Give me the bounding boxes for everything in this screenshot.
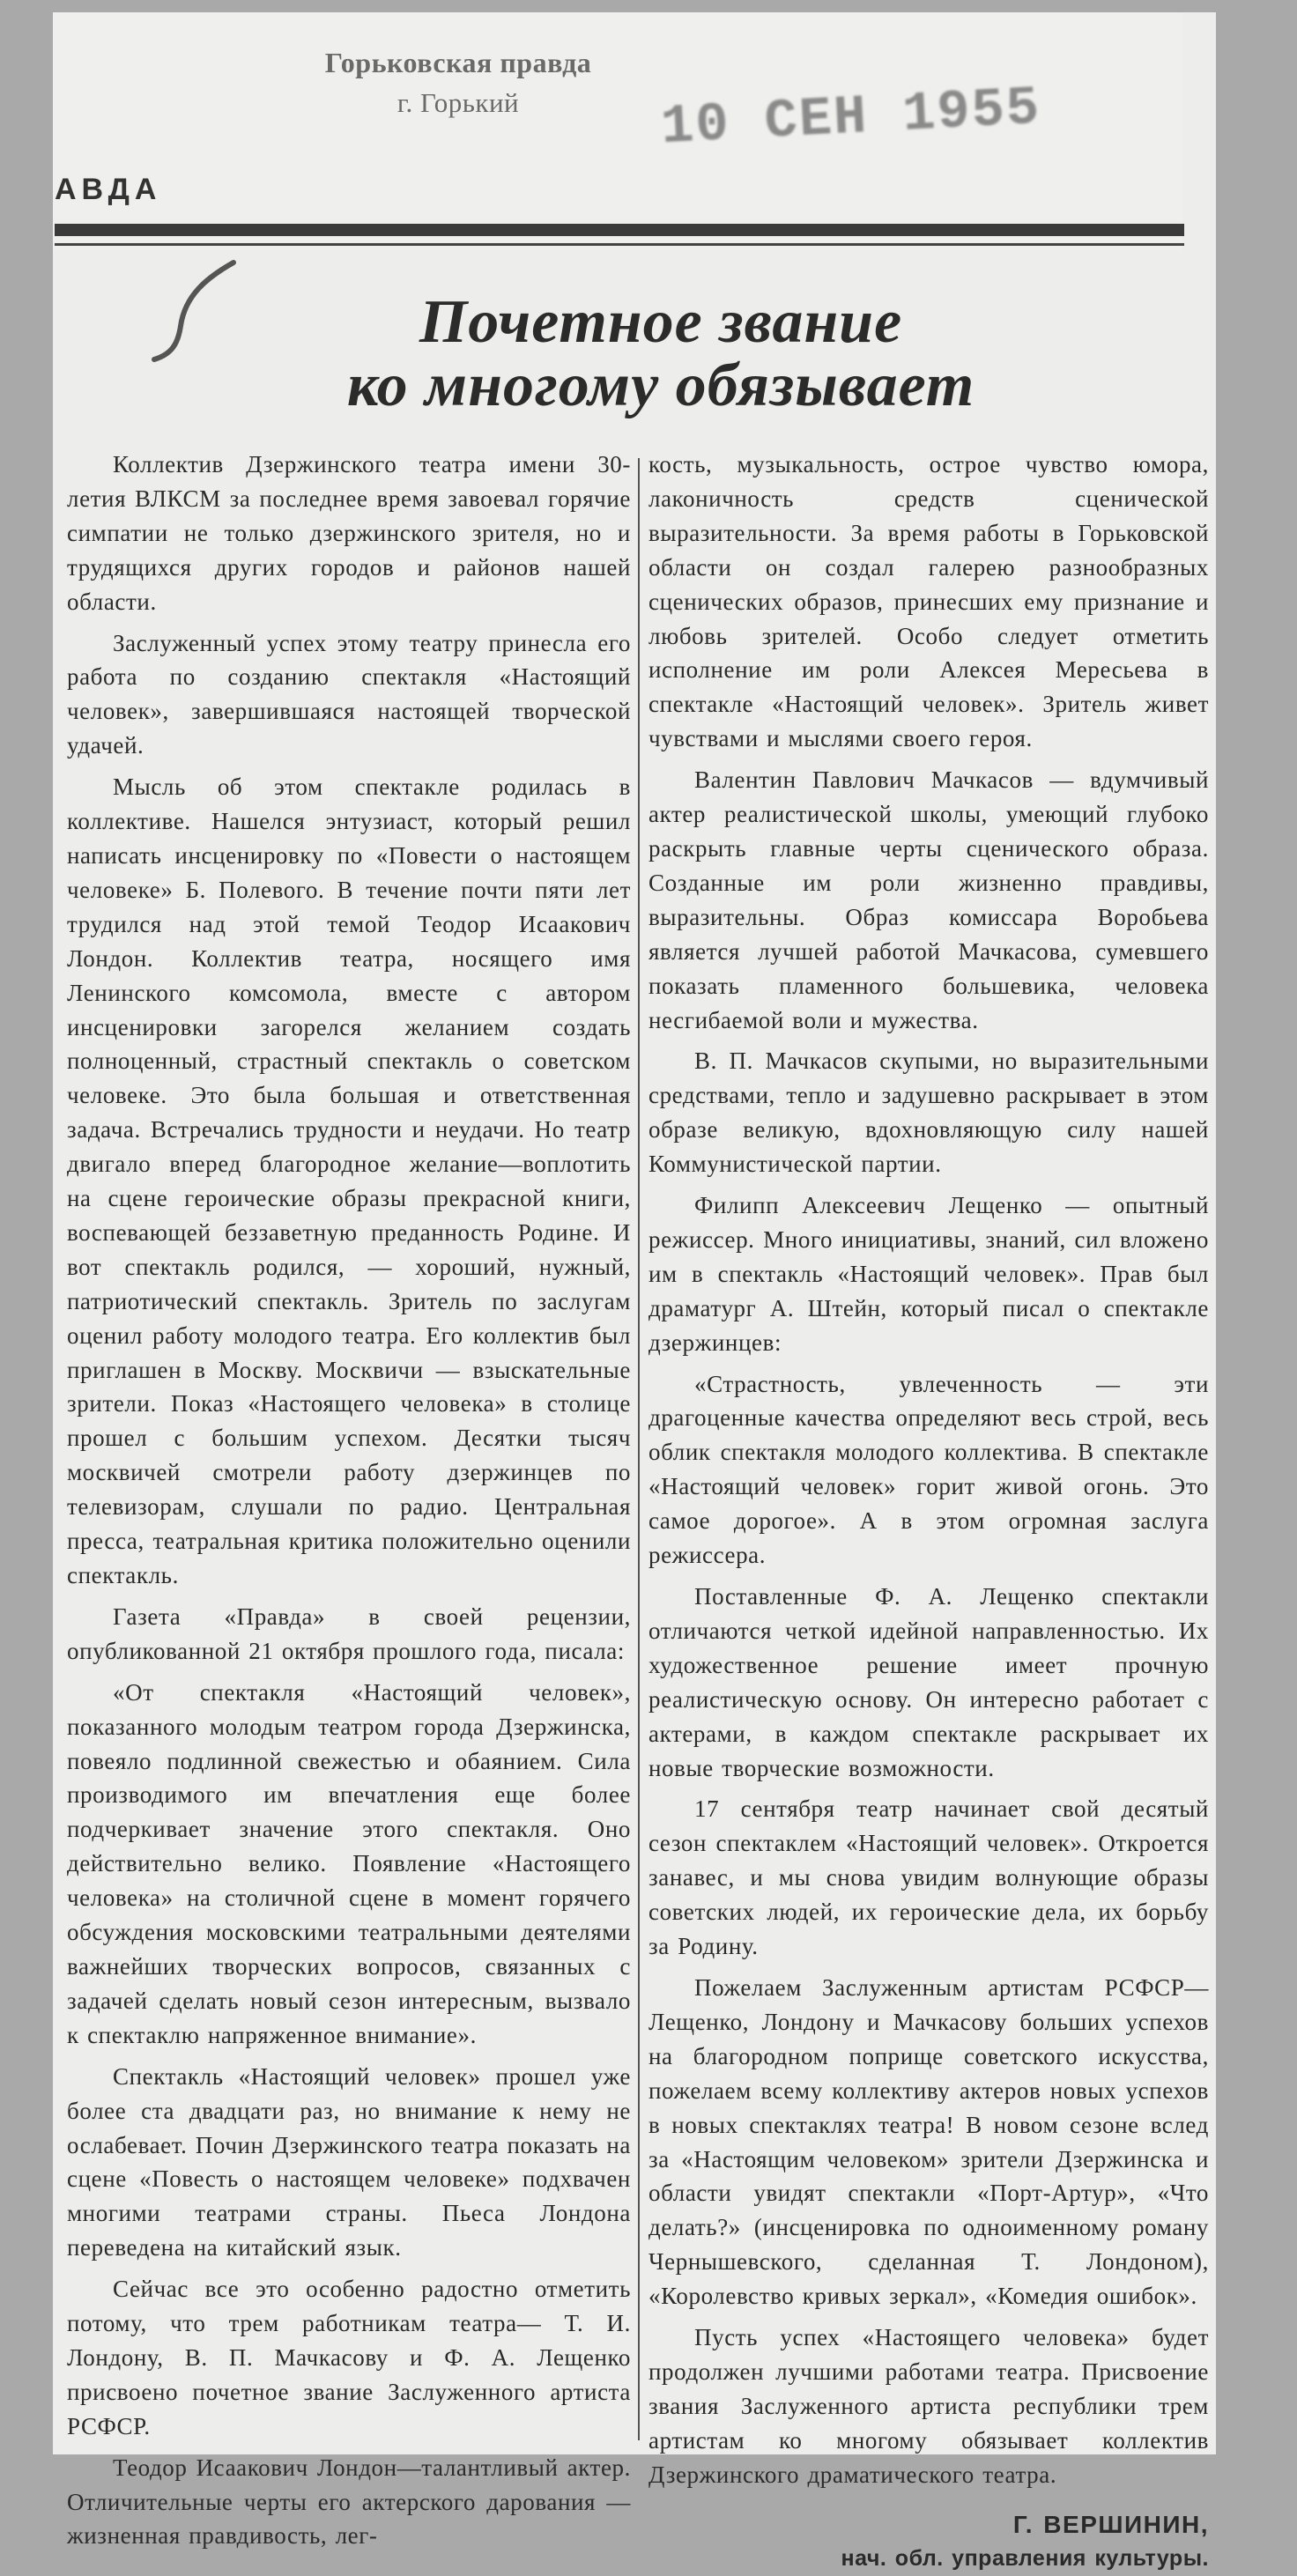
article-title [132,288,1190,419]
paragraph: Сейчас все это особенно радостно отметить потому, что трем работникам театра— Т. И. Лондону, В. П. Мачкасову и Ф. А. Лещенко присвоено почетное звание Заслуженного артиста РСФСР. [67,2276,631,2439]
paragraph: «От спектакля «Настоящий человек», показанного молодым театром города Дзержинска, повеяло подлинной свежестью и обаянием. Сила производимого им впечатления еще более подчеркивает значение этого спектакля. Оно действительно велико. Появление «Настоящего человека» на столичной сцене в момент горячего обсуждения московскими театральными деятелями важнейших творческих вопросов, связанных с задачей сделать новый сезон интересным, вызвало к спектаклю напряженное внимание». [67,1678,631,2048]
article-column-left [67,448,631,2560]
paragraph: Валентин Павлович Мачкасов — вдумчивый актер реалистической школы, умеющий глубоко раскрыть главные черты сценического образа. Созданные им роли жизненно правдивы, выразительны. Образ комиссара Воробьева является лучшей работой Мачкасова, сумевшего показать пламенного большевика, человека несгибаемой воли и мужества. [648,766,1209,1033]
paragraph: Филипп Алексеевич Лещенко — опытный режиссер. Много инициативы, знаний, сил вложено им в спектакль «Настоящий человек». Прав был драматург А. Штейн, который писал о спектакле дзержинцев: [648,1192,1209,1356]
column-divider [638,458,640,2440]
author-role: нач. обл. управления культуры. [841,2546,1209,2572]
newspaper-name: Горьковская правда [324,47,592,78]
paragraph: Поставленные Ф. А. Лещенко спектакли отличаются четкой идейной направленностью. Их художественное решение имеет прочную реалистическую основу. Он интересно работает с актерами, в каждом спектакле раскрывает их новые творческие возможности. [648,1583,1209,1781]
city-name: г. Горький [397,87,520,118]
title-line-2: ко многому обязывает [346,352,975,419]
paragraph: Заслуженный успех этому театру принесла его работа по созданию спектакля «Настоящий человек», завершившаяся настоящей творческой удачей. [67,629,631,759]
paragraph: В. П. Мачкасов скупыми, но выразительными средствами, тепло и задушевно раскрывает в этом образе великую, вдохновляющую силу нашей Коммунистической партии. [648,1047,1209,1178]
header-rule-thick [55,224,1184,236]
paragraph: Пожелаем Заслуженным артистам РСФСР—Лещенко, Лондону и Мачкасову больших успехов на благородном поприще советского искусства, пожелаем всему коллективу актеров новых успехов в новых спектаклях театра! В новом сезоне вслед за «Настоящим человеком» зрители Дзержинска и области увидят спектакли «Порт-Артур», «Что делать?» (инсценировка по одноименному роману Чернышевского, сделанная Т. Лондоном), «Королевство кривых зеркал», «Комедия ошибок». [648,1973,1209,2310]
paper-name-fragment: АВДА [55,173,162,206]
paragraph: Коллектив Дзержинского театра имени 30-летия ВЛКСМ за последнее время завоевал горячие симпатии не только дзержинского зрителя, но и трудящихся других городов и районов нашей области. [67,451,631,615]
paragraph: Пусть успех «Настоящего человека» будет продолжен лучшими работами театра. Присвоение звания Заслуженного артиста республики трем артистам ко многому обязывает коллектив Дзержинского драматического театра. [648,2324,1209,2488]
paragraph: «Страстность, увлеченность — эти драгоценные качества определяют весь строй, весь облик спектакля молодого коллектива. В спектакле «Настоящий человек» горит живой огонь. Это самое дорогое». А в этом огромная заслуга режиссера. [648,1370,1209,1569]
source-label [264,42,652,123]
paragraph: Спектакль «Настоящий человек» прошел уже более ста двадцати раз, но внимание к нему не ослабевает. Почин Дзержинского театра показать на сцене «Повесть о настоящем человеке» подхвачен многими театрами страны. Пьеса Лондона переведена на китайский язык. [67,2062,631,2261]
article-column-right [648,448,1209,2576]
author-signature [648,2508,1209,2576]
title-line-1: Почетное звание [419,288,903,356]
header-rule-thin [55,243,1184,246]
paragraph: Мысль об этом спектакле родилась в коллективе. Нашелся энтузиаст, который решил написать инсценировку по «Повести о настоящем человеке» Б. Полевого. В течение почти пяти лет трудился над этой темой Теодор Исаакович Лондон. Коллектив театра, носящего имя Ленинского комсомола, вместе с автором инсценировки загорелся желанием создать полноценный, страстный спектакль о советском человеке. Это была большая и ответственная задача. Встречались трудности и неудачи. Но театр двигало вперед благородное желание—воплотить на сцене героические образы прекрасной книги, воспевающей беззаветную преданность Родине. И вот спектакль родился, — хороший, нужный, патриотический спектакль. Зритель по заслугам оценил работу молодого театра. Его коллектив был приглашен в Москву. Москвичи — взыскательные зрители. Показ «Настоящего человека» в столице прошел с большим успехом. Десятки тысяч москвичей смотрели работу дзержинцев по телевизорам, слушали по радио. Центральная пресса, театральная критика положительно оценили спектакль. [67,774,631,1588]
author-name: Г. ВЕРШИНИН, [1012,2510,1209,2538]
paragraph: Теодор Исаакович Лондон—талантливый актер. Отличительные черты его актерского дарования — жизненная правдивость, лег- [67,2454,631,2550]
date-stamp: 10 СЕН 1955 [659,76,1042,159]
paragraph: кость, музыкальность, острое чувство юмора, лаконичность средств сценической выразительности. За время работы в Горьковской области он создал галерею разнообразных сценических образов, принесших ему признание и любовь зрителей. Особо следует отметить исполнение им роли Алексея Мересьева в спектакле «Настоящий человек». Зритель живет чувствами и мыслями своего героя. [648,451,1209,752]
paragraph: Газета «Правда» в своей рецензии, опубликованной 21 октября прошлого года, писала: [67,1603,631,1664]
paragraph: 17 сентября театр начинает свой десятый сезон спектаклем «Настоящий человек». Откроется занавес, и мы снова увидим волнующие образы советских людей, их героические дела, их борьбу за Родину. [648,1795,1209,1960]
